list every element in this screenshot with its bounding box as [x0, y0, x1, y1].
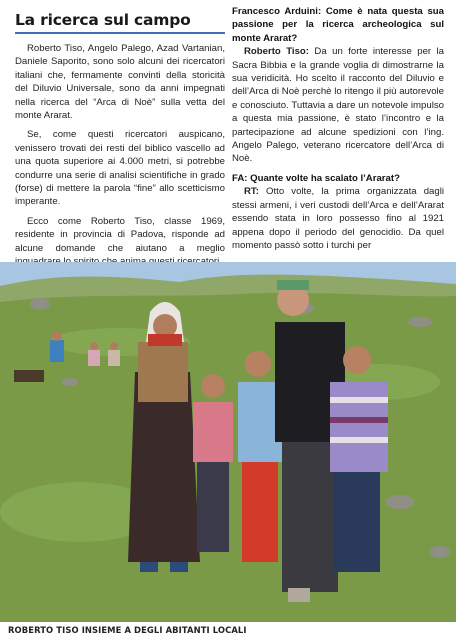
right-column	[232, 5, 444, 252]
section-heading: La ricerca sul campo	[15, 11, 225, 34]
interview-question-2: FA: Quante volte ha scalato l’Ararat?	[232, 172, 400, 184]
body-paragraph-3: Ecco come Roberto Tiso, classe 1969, residente in provincia di Padova, risponde ad alcune domande che aiutano a meglio	[15, 215, 225, 254]
answer-speaker: Roberto Tiso:	[244, 46, 309, 58]
answer-text: Da un forte interesse per la Sacra Bibbia e la grande voglia di dimostrarne la sua veridicità. Ho scelto il racconto del Diluvio e dell’Arca di Noè perchè lo ritengo il più autorevole e conosciuto. Tuttavia a dare un notevole impulso a questa mia passione, è stato l’incontro e la partecipazione ad alcune spedizioni con l’ing. Angelo Palego, veterano ricercatore dell’Arca di Noè.	[232, 46, 445, 165]
answer-speaker: RT:	[244, 186, 259, 198]
photo-illustration	[0, 262, 456, 622]
photo-caption: ROBERTO TISO INSIEME A DEGLI ABITANTI LOCALI	[0, 622, 456, 639]
intro-paragraph: Roberto Tiso, Angelo Palego, Azad Vartanian, Daniele Saporito, sono solo alcuni dei ricercatori italiani che, fermamente convinti della storicità del Diluvio Universale, sono da anni impegnati nella ricerca del “Arca di Noè” sulla vetta del monte Ararat.	[15, 43, 225, 122]
group-photo	[0, 262, 456, 622]
interview-question-1: Francesco Arduini: Come è nata questa sua passione per la ricerca archeologica sul monte Ararat?	[232, 6, 444, 44]
left-column	[15, 5, 225, 269]
interview-answer-1	[232, 45, 444, 166]
answer-text: Otto volte, la prima organizzata dagli stessi armeni, i veri custodi dell’Arca e dell’Ararat essendo stata in loro possesso fino al 1921 appena dopo il periodo del genocidio. Da quel momento passò sotto i turchi per	[232, 186, 444, 251]
body-paragraph-2: Se, come questi ricercatori auspicano, venissero trovati dei resti del biblico vascello ad una quota superiore ai 4.000 metri, si potrebbe condurre una serie di analisi scientifiche in grado (forse) di mettere la parola “fine” allo scetticismo imperante.	[15, 129, 225, 208]
interview-answer-2	[232, 185, 444, 252]
